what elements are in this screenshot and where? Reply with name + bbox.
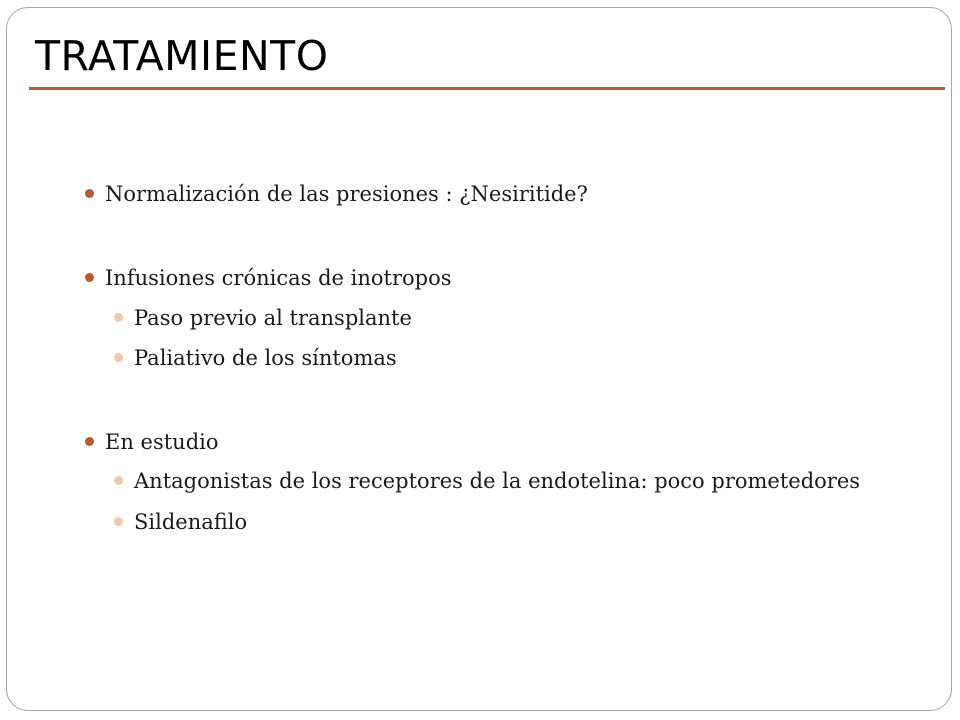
bullet-list [83,174,903,542]
bullet-dot-icon [85,437,94,446]
sub-bullet-text: Paliativo de los síntomas [134,346,397,370]
bullet-text: En estudio [105,430,219,454]
bullet-item [83,174,903,214]
sub-bullet-item [112,502,903,542]
slide-title: TRATAMIENTO [35,32,329,80]
bullet-item [83,422,903,462]
title-underline [29,87,945,90]
sub-bullet-item [112,338,903,378]
sub-bullet-item [112,298,903,338]
bullet-dot-icon [85,273,94,282]
sub-bullet-text: Paso previo al transplante [134,306,412,330]
sub-bullet-item [112,462,903,502]
bullet-text: Infusiones crónicas de inotropos [105,266,452,290]
bullet-dot-icon [85,189,94,198]
bullet-text: Normalización de las presiones : ¿Nesiritide? [105,182,588,206]
sub-bullet-dot-icon [114,353,123,362]
sub-bullet-dot-icon [114,313,123,322]
sub-bullet-dot-icon [114,476,123,485]
sub-bullet-text: Antagonistas de los receptores de la endotelina: poco prometedores [134,469,861,493]
slide [6,7,952,711]
bullet-item [83,258,903,298]
sub-bullet-dot-icon [114,517,123,526]
sub-bullet-text: Sildenafilo [134,510,248,534]
